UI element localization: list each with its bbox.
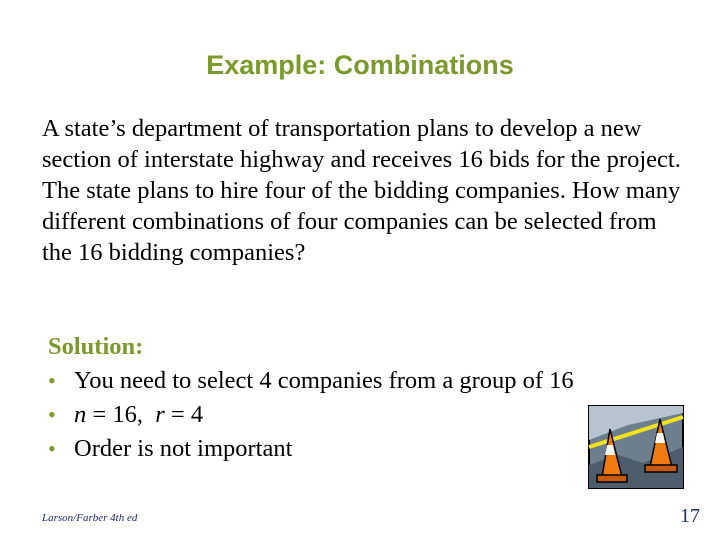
problem-statement: A state’s department of transportation plans to develop a new section of interstate highway and receives 16 bids for the project. The state plans to hire four of the bidding companies. How many different combinations of four companies can be selected from the 16 bidding companies? xyxy=(42,115,681,266)
traffic-cones-clipart-icon xyxy=(588,405,684,489)
bullet-item xyxy=(48,364,574,398)
bullet-icon: • xyxy=(48,402,56,427)
solution-heading: Solution: xyxy=(48,333,144,360)
page-number: 17 xyxy=(680,505,700,527)
slide-title: Example: Combinations xyxy=(206,50,514,80)
bullet-text: You need to select 4 companies from a group of 16 xyxy=(74,367,574,394)
solution-section xyxy=(48,330,574,466)
bullet-icon: • xyxy=(48,368,56,393)
footer-citation: Larson/Farber 4th ed xyxy=(42,512,138,524)
bullet-item xyxy=(48,398,574,432)
variable-r: r xyxy=(155,401,165,428)
variable-n: n xyxy=(74,401,87,428)
bullet-icon: • xyxy=(48,436,56,461)
bullet-text: = 16, xyxy=(86,401,156,428)
bullet-text: Order is not important xyxy=(74,435,293,462)
bullet-text: = 4 xyxy=(164,401,204,428)
bullet-item xyxy=(48,432,574,466)
